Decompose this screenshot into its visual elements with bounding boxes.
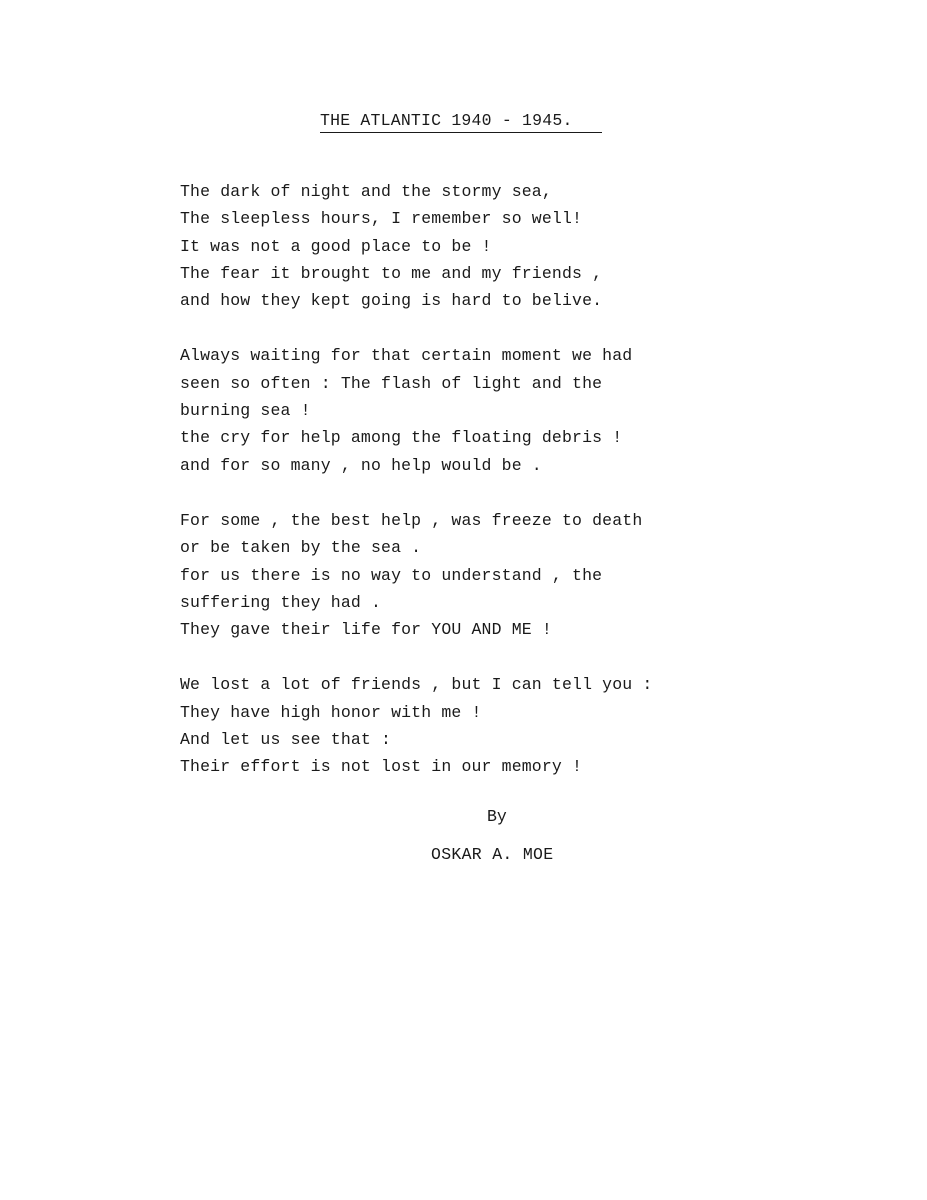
poem-line: for us there is no way to understand , the — [180, 565, 603, 585]
poem-line: suffering they had . — [180, 592, 382, 612]
stanza-1 — [180, 178, 720, 314]
poem-line: seen so often : The flash of light and the — [180, 373, 603, 393]
poem-line: the cry for help among the floating debris ! — [180, 428, 623, 448]
poem-line: Always waiting for that certain moment we had — [180, 346, 633, 366]
poem-line: The dark of night and the stormy sea, — [180, 182, 552, 201]
poem-line: And let us see that : — [180, 730, 392, 750]
poem-line: The sleepless hours, I remember so well! — [180, 209, 583, 229]
poem-line: and how they kept going is hard to belive. — [180, 291, 603, 311]
poem-line: They have high honor with me ! — [180, 702, 482, 722]
stanza-3 — [180, 507, 720, 643]
poem-line: For some , the best help , was freeze to death — [180, 510, 643, 530]
stanza-2 — [180, 342, 720, 478]
poem-line: The fear it brought to me and my friends , — [180, 263, 603, 283]
poem-title: THE ATLANTIC 1940 - 1945. — [320, 111, 602, 133]
poem-body — [180, 178, 720, 809]
poem-line: It was not a good place to be ! — [180, 236, 492, 256]
poem-line: or be taken by the sea . — [180, 538, 422, 558]
stanza-4 — [180, 671, 720, 780]
author-name: OSKAR A. MOE — [431, 845, 554, 864]
poem-line: They gave their life for YOU AND ME ! — [180, 620, 552, 640]
poem-line: We lost a lot of friends , but I can tell you : — [180, 675, 653, 695]
byline: By — [487, 807, 507, 826]
poem-line: burning sea ! — [180, 401, 311, 421]
poem-line: and for so many , no help would be . — [180, 455, 542, 475]
poem-line: Their effort is not lost in our memory ! — [180, 757, 583, 777]
